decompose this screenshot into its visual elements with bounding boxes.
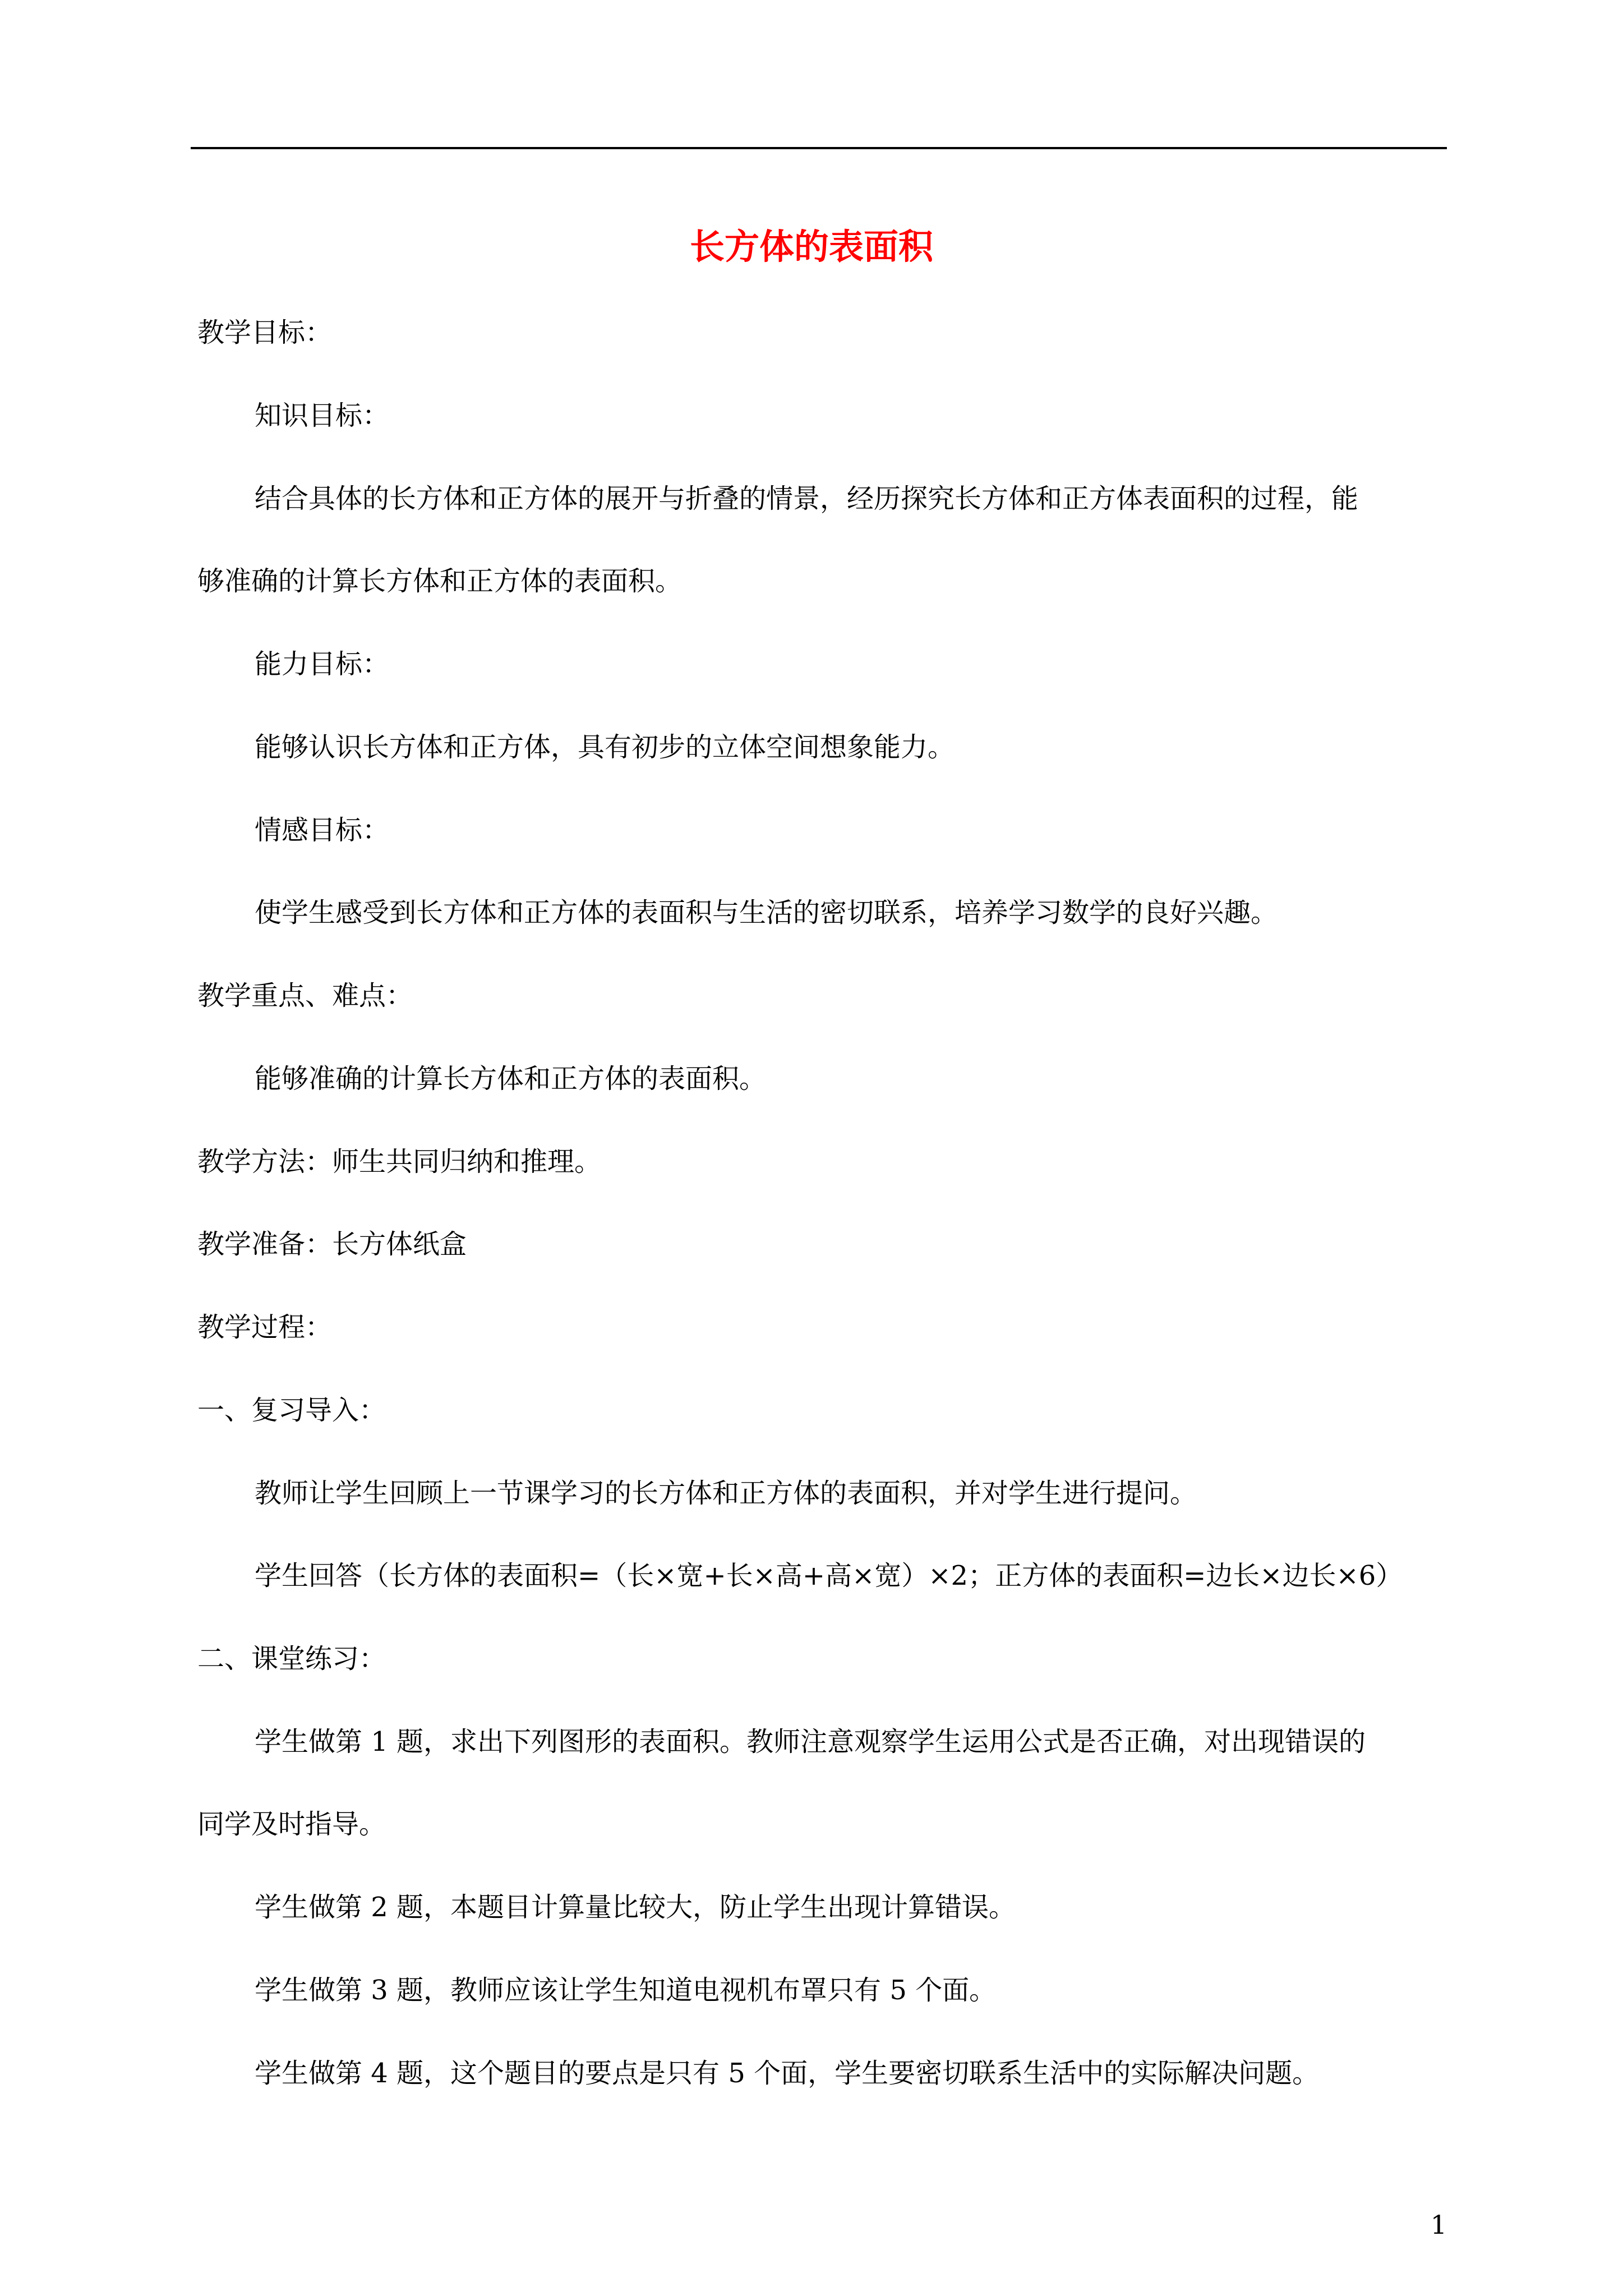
page-number: 1 — [1430, 2210, 1447, 2240]
paragraph: 学生做第 1 题，求出下列图形的表面积。教师注意观察学生运用公式是否正确，对出现错误的 — [255, 1726, 1366, 1757]
paragraph: 教学重点、难点： — [197, 980, 413, 1011]
paragraph: 教学方法：师生共同归纳和推理。 — [197, 1146, 602, 1177]
paragraph: 学生做第 3 题，教师应该让学生知道电视机布罩只有 5 个面。 — [255, 1975, 997, 2006]
paragraph: 教学过程： — [197, 1312, 333, 1343]
paragraph: 教学目标： — [197, 317, 333, 348]
paragraph: 情感目标： — [255, 815, 390, 846]
paragraph: 学生做第 2 题，本题目计算量比较大，防止学生出现计算错误。 — [255, 1892, 1016, 1923]
paragraph: 能够认识长方体和正方体，具有初步的立体空间想象能力。 — [255, 731, 955, 763]
paragraph: 一、复习导入： — [197, 1395, 386, 1426]
paragraph: 结合具体的长方体和正方体的展开与折叠的情景，经历探究长方体和正方体表面积的过程，能 — [255, 483, 1359, 514]
paragraph: 使学生感受到长方体和正方体的表面积与生活的密切联系，培养学习数学的良好兴趣。 — [255, 897, 1278, 928]
paragraph: 够准确的计算长方体和正方体的表面积。 — [197, 565, 683, 597]
document-title: 长方体的表面积 — [689, 226, 933, 267]
paragraph: 二、课堂练习： — [197, 1643, 386, 1674]
paragraph: 学生做第 4 题，这个题目的要点是只有 5 个面，学生要密切联系生活中的实际解决问题。 — [255, 2058, 1320, 2089]
paragraph: 学生回答（长方体的表面积=（长×宽+长×高+高×宽）×2；正方体的表面积=边长×边长×6） — [255, 1560, 1403, 1591]
paragraph: 能够准确的计算长方体和正方体的表面积。 — [255, 1063, 767, 1094]
paragraph: 同学及时指导。 — [197, 1809, 386, 1840]
paragraph: 知识目标： — [255, 400, 390, 431]
header-rule — [191, 147, 1447, 149]
paragraph: 教师让学生回顾上一节课学习的长方体和正方体的表面积，并对学生进行提问。 — [255, 1478, 1197, 1509]
paragraph: 能力目标： — [255, 648, 390, 680]
paragraph: 教学准备：长方体纸盒 — [197, 1228, 467, 1260]
